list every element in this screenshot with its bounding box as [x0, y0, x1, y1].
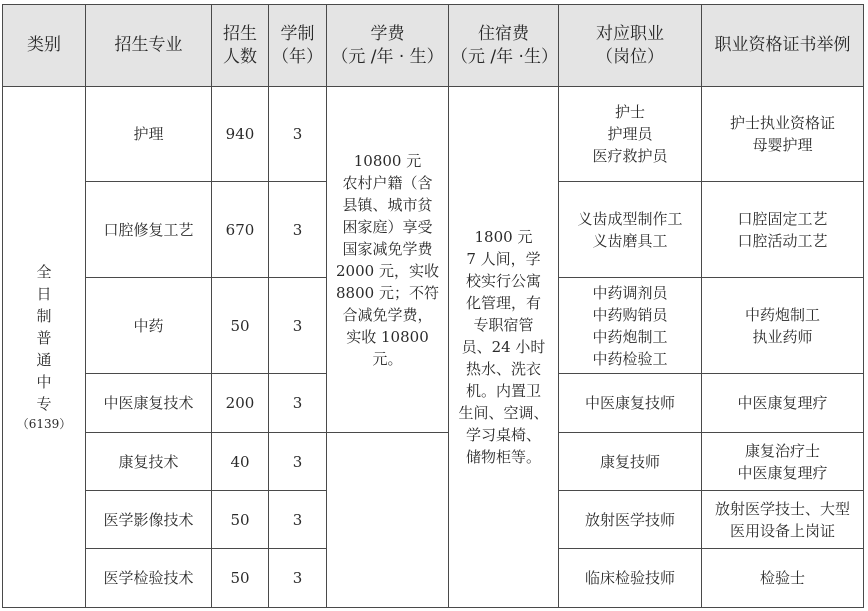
duration-cell: 3 [269, 491, 327, 549]
header-tuition: 学费 （元 /年 · 生） [327, 5, 449, 87]
category-cell [3, 87, 86, 608]
duration-cell: 3 [269, 374, 327, 433]
major-cell: 中药 [86, 278, 212, 374]
quota-cell: 50 [212, 491, 269, 549]
quota-cell: 40 [212, 433, 269, 491]
header-quota: 招生 人数 [212, 5, 269, 87]
certificate-cell: 康复治疗士 中医康复理疗 [702, 433, 864, 491]
header-certificate: 职业资格证书举例 [702, 5, 864, 87]
certificate-cell: 口腔固定工艺 口腔活动工艺 [702, 182, 864, 278]
certificate-cell: 中药炮制工 执业药师 [702, 278, 864, 374]
header-accommodation: 住宿费 （元 /年 ·生） [449, 5, 559, 87]
job-cell: 中药调剂员 中药购销员 中药炮制工 中药检验工 [559, 278, 702, 374]
job-cell: 义齿成型制作工 义齿磨具工 [559, 182, 702, 278]
category-code: （6139） [16, 417, 72, 431]
duration-cell: 3 [269, 549, 327, 608]
certificate-cell: 检验士 [702, 549, 864, 608]
duration-cell: 3 [269, 278, 327, 374]
job-cell: 放射医学技师 [559, 491, 702, 549]
major-cell: 医学影像技术 [86, 491, 212, 549]
duration-cell: 3 [269, 182, 327, 278]
enrollment-table [2, 4, 864, 608]
table-row [3, 433, 864, 491]
job-cell: 护士 护理员 医疗救护员 [559, 87, 702, 182]
header-duration: 学制 （年） [269, 5, 327, 87]
job-cell: 临床检验技师 [559, 549, 702, 608]
accommodation-cell: 1800 元 7 人间，学 校实行公寓 化管理，有 专职宿管 员、24 小时 热水、洗衣 机。内置卫 生间、空调、 学习桌椅、 储物柜等。 [449, 87, 559, 608]
major-cell: 康复技术 [86, 433, 212, 491]
quota-cell: 670 [212, 182, 269, 278]
certificate-cell: 中医康复理疗 [702, 374, 864, 433]
tuition-cell: 10800 元 农村户籍（含 县镇、城市贫 困家庭）享受 国家减免学费 2000 元，实收 8800 元；不符 合减免学费， 实收 10800 元。 [327, 87, 449, 433]
certificate-cell: 放射医学技士、大型 医用设备上岗证 [702, 491, 864, 549]
header-major: 招生专业 [86, 5, 212, 87]
major-cell: 中医康复技术 [86, 374, 212, 433]
major-cell: 医学检验技术 [86, 549, 212, 608]
tuition-blank-cell [327, 433, 449, 608]
header-job: 对应职业 （岗位） [559, 5, 702, 87]
job-cell: 中医康复技师 [559, 374, 702, 433]
category-label: 全 日 制 普 通 中 专 [36, 263, 52, 413]
duration-cell: 3 [269, 87, 327, 182]
certificate-cell: 护士执业资格证 母婴护理 [702, 87, 864, 182]
duration-cell: 3 [269, 433, 327, 491]
header-category: 类别 [3, 5, 86, 87]
quota-cell: 940 [212, 87, 269, 182]
quota-cell: 200 [212, 374, 269, 433]
table-row [3, 87, 864, 182]
quota-cell: 50 [212, 278, 269, 374]
major-cell: 护理 [86, 87, 212, 182]
job-cell: 康复技师 [559, 433, 702, 491]
header-row [3, 5, 864, 87]
major-cell: 口腔修复工艺 [86, 182, 212, 278]
quota-cell: 50 [212, 549, 269, 608]
